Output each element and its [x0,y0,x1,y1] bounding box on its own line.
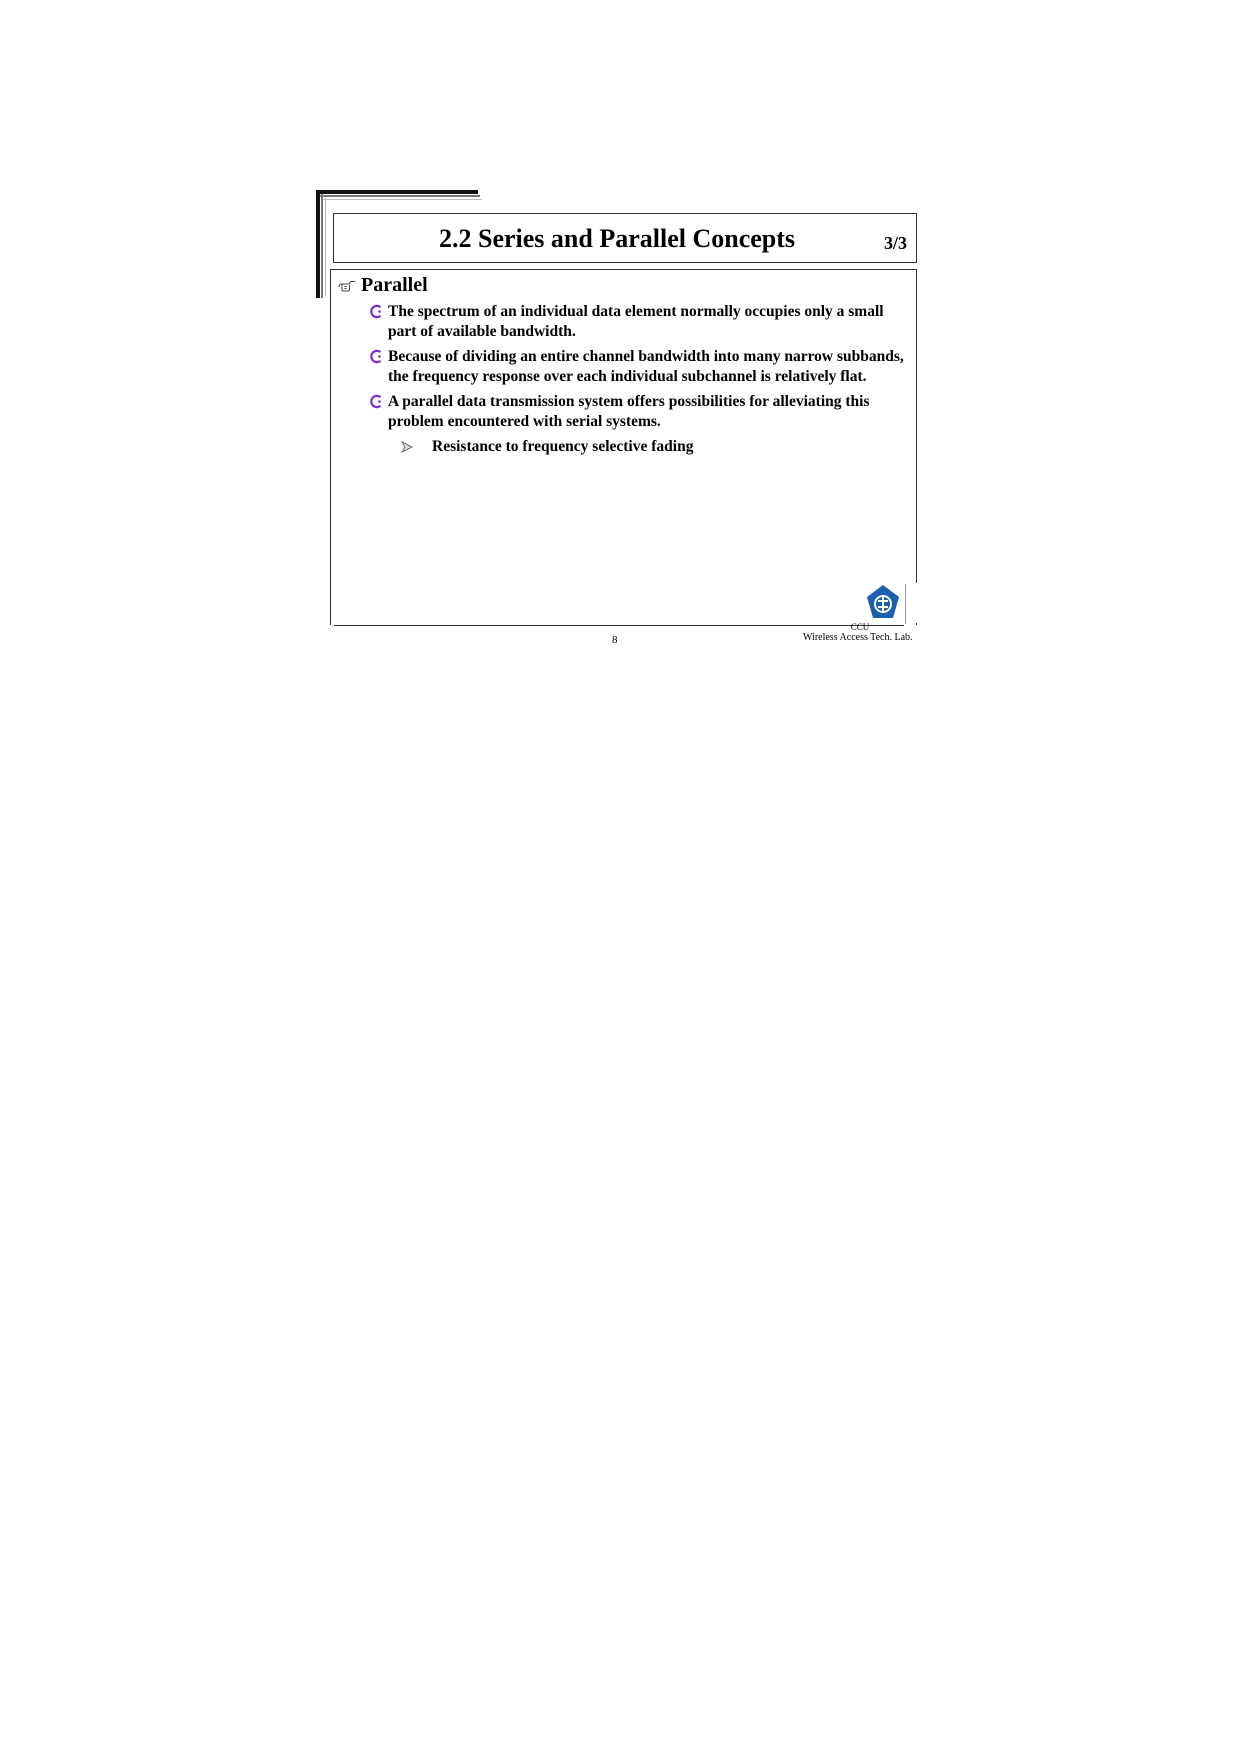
crescent-bullet-icon [369,394,384,409]
decorative-bar [322,199,482,200]
arrow-bullet-icon [400,440,414,454]
logo-caption: CCU [850,622,870,632]
section-heading [338,274,428,297]
sub-bullet-text: Resistance to frequency selective fading [432,438,694,455]
decorative-bar [320,195,480,197]
bullet-text: A parallel data transmission system offers possibilities for alleviating this problem encountered with serial systems. [388,393,870,430]
slide-title: 2.2 Series and Parallel Concepts [439,224,796,253]
list-item [369,302,904,342]
decorative-bar [316,190,478,194]
sub-list-item [400,437,904,457]
decorative-bar [325,198,326,296]
list-item [369,392,904,432]
divider [905,584,906,624]
title-box [333,213,917,263]
heading-label: Parallel [361,274,428,296]
bullet-text: The spectrum of an individual data element normally occupies only a small part of available bandwidth. [388,303,884,340]
crescent-bullet-icon [369,349,384,364]
crescent-bullet-icon [369,304,384,319]
decorative-bar [316,190,320,298]
page-number: 8 [612,634,618,646]
bullet-text: Because of dividing an entire channel bandwidth into many narrow subbands, the frequency response over each individual subchannel is relatively flat. [388,348,904,385]
decorative-bar [321,194,323,298]
slide-counter: 3/3 [883,233,907,253]
bullet-list [369,302,904,457]
university-seal-icon [866,584,900,620]
pointing-hand-icon [338,280,356,292]
list-item [369,347,904,387]
footer-rule [334,625,904,626]
lab-name: Wireless Access Tech. Lab. [803,632,913,643]
